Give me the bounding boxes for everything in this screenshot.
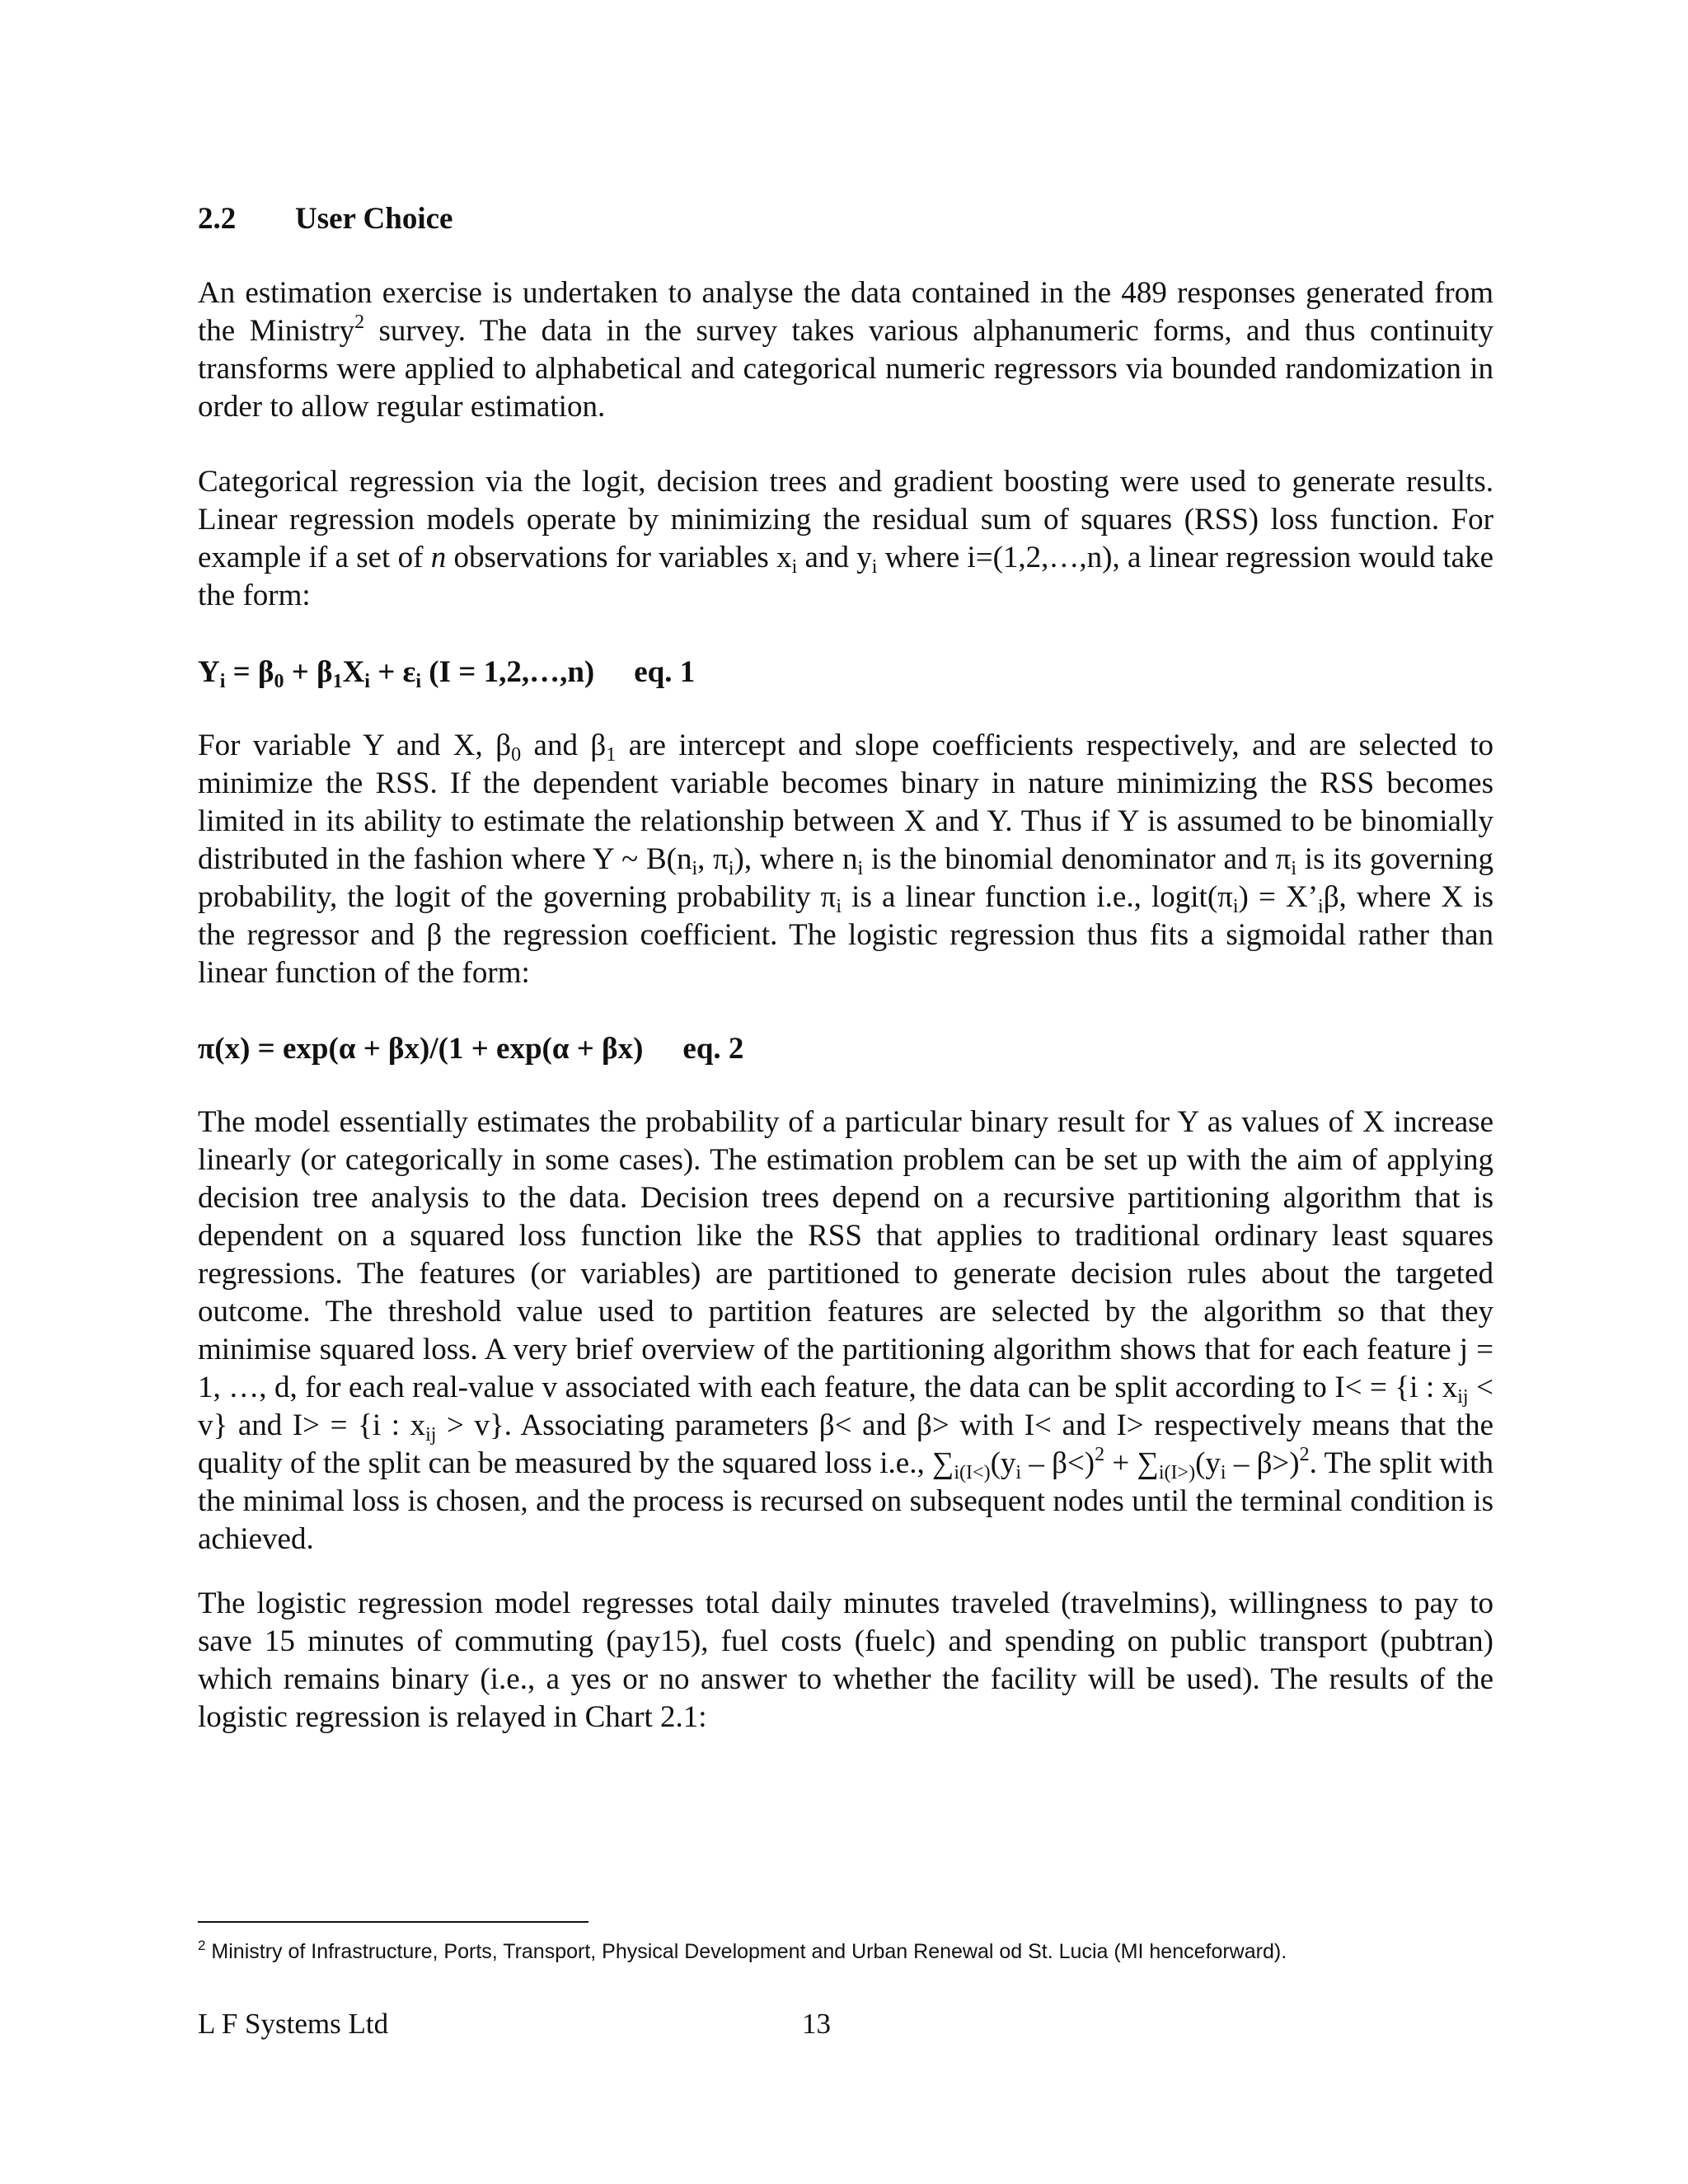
eq-text: + ε (369, 655, 416, 689)
eq-text: = β (225, 655, 274, 689)
subscript: i (836, 896, 842, 917)
text-run: are intercept and slope coefficients respectively, and are selected to minimize the RSS. If the dependent variable becomes binary in nature minimizing the RSS becomes limited in its ability to estimate the relationship between X and Y. Thus if Y is assumed to be binomially distributed in the fashion where Y ~ B(n (198, 729, 1494, 876)
subscript: i (857, 858, 864, 879)
text-run: and β (521, 729, 607, 762)
text-run: (y (990, 1446, 1016, 1480)
paragraph-logit (198, 727, 1493, 992)
superscript: 2 (1095, 1444, 1105, 1465)
subscript: i(I>) (1158, 1462, 1196, 1483)
subscript: i (1291, 858, 1297, 879)
equation-label: eq. 2 (682, 1032, 744, 1066)
subscript: 0 (511, 744, 522, 766)
footnote-mark: 2 (198, 1938, 206, 1953)
text-run: – β<) (1021, 1446, 1095, 1480)
eq-text: (I = 1,2,…,n) (421, 655, 595, 689)
subscript: i (364, 671, 370, 692)
text-run: is its governing probability, the logit of the governing probability π (198, 842, 1494, 914)
footnote-text: Ministry of Infrastructure, Ports, Transport, Physical Development and Urban Renewal od St. Lucia (MI henceforward). (205, 1940, 1287, 1963)
equation-2 (198, 1031, 743, 1066)
text-run: is a linear function i.e., logit(π (842, 880, 1233, 914)
paragraph-regression (198, 463, 1493, 615)
text-run: ) = X’ (1238, 880, 1319, 914)
text-run: where i=(1,2,…,n), a linear regression would take the form: (198, 541, 1493, 612)
text-run: . The split with the minimal loss is chosen, and the process is recursed on subsequent nodes until the terminal condition is achieved. (198, 1446, 1494, 1556)
subscript: i (871, 556, 878, 578)
text-run: survey. The data in the survey takes various alphanumeric forms, and thus continuity transforms were applied to alphabetical and categorical numeric regressors via bounded randomization in order to allow regular estimation. (198, 314, 1493, 424)
subscript: 0 (274, 671, 284, 692)
subscript: i (692, 858, 698, 879)
text-run: β, where X is the regressor and β the regression coefficient. The logistic regression thus fits a sigmoidal rather than linear function of the form: (198, 880, 1493, 990)
text-run: and y (797, 541, 872, 574)
text-run: > v}. Associating parameters β< and β> with I< and I> respectively means that the quality of the split can be measured by the squared loss i.e., ∑ (198, 1408, 1493, 1480)
superscript: 2 (1299, 1444, 1310, 1465)
section-title: User Choice (295, 202, 453, 236)
footnote (198, 1940, 1287, 1964)
subscript: ij (425, 1424, 437, 1446)
subscript: i (1232, 896, 1239, 917)
text-run: , π (697, 842, 729, 876)
subscript: i (1318, 896, 1324, 917)
section-heading (198, 201, 452, 237)
section-number: 2.2 (198, 202, 237, 236)
subscript: i(I<) (954, 1462, 991, 1483)
text-run: – β>) (1226, 1446, 1300, 1480)
footnote-reference[interactable]: 2 (354, 312, 365, 333)
equation-1 (198, 654, 695, 690)
text-run: ), where n (734, 842, 858, 876)
text-run: Categorical regression via the logit, decision trees and gradient boosting were used to generate results. Linear regression models operate by minimizing the residual sum of squares (RSS) loss function. For example if a set of (198, 465, 1493, 574)
paragraph-logistic-results: The logistic regression model regresses total daily minutes traveled (travelmins), willingness to pay to save 15 minutes of commuting (pay15), fuel costs (fuelc) and spending on public transport (pubtran) which remains binary (i.e., a yes or no answer to whether the facility will be used). The results of the logistic regression is relayed in Chart 2.1: (198, 1586, 1493, 1734)
text-run: + ∑ (1104, 1446, 1159, 1480)
footer-company: L F Systems Ltd (198, 2008, 389, 2040)
paragraph-decision-trees (198, 1104, 1493, 1558)
subscript: i (1220, 1462, 1226, 1483)
text-run: observations for variables x (446, 541, 792, 574)
subscript: 1 (332, 671, 343, 692)
text-run: (y (1195, 1446, 1221, 1480)
eq-text: X (342, 655, 365, 689)
text-run: An estimation exercise is undertaken to analyse the data contained in the 489 responses generated from the Ministry (198, 276, 1493, 348)
text-run: is the binomial denominator and π (863, 842, 1292, 876)
page-number: 13 (802, 2008, 831, 2040)
eq-text: Y (198, 655, 220, 689)
subscript: i (219, 671, 226, 692)
paragraph-intro (198, 274, 1493, 426)
subscript: i (728, 858, 734, 879)
text-run: For variable Y and X, β (198, 729, 512, 762)
subscript: i (415, 671, 422, 692)
subscript: i (1015, 1462, 1022, 1483)
subscript: 1 (606, 744, 617, 766)
subscript: i (791, 556, 798, 578)
italic-n: n (430, 541, 447, 574)
equation-label: eq. 1 (634, 655, 696, 689)
eq-text: π(x) = exp(α + βx)/(1 + exp(α + βx) (198, 1032, 644, 1066)
footnote-separator (198, 1921, 588, 1923)
text-run: < v} and I> = {i : x (198, 1371, 1493, 1442)
text-run: The model essentially estimates the probability of a particular binary result for Y as values of X increase linearly (or categorically in some cases). The estimation problem can be set up with the aim of applying decision tree analysis to the data. Decision trees depend on a recursive partitioning algorithm that is dependent on a squared loss function like the RSS that applies to traditional ordinary least squares regressions. The features (or variables) are partitioned to generate decision rules about the targeted outcome. The threshold value used to partition features are selected by the algorithm so that they minimise squared loss. A very brief overview of the partitioning algorithm shows that for each feature j = 1, …, d, for each real-value v associated with each feature, the data can be split according to I< = {i : x (198, 1105, 1493, 1404)
eq-text: + β (284, 655, 333, 689)
subscript: ij (1457, 1386, 1469, 1408)
